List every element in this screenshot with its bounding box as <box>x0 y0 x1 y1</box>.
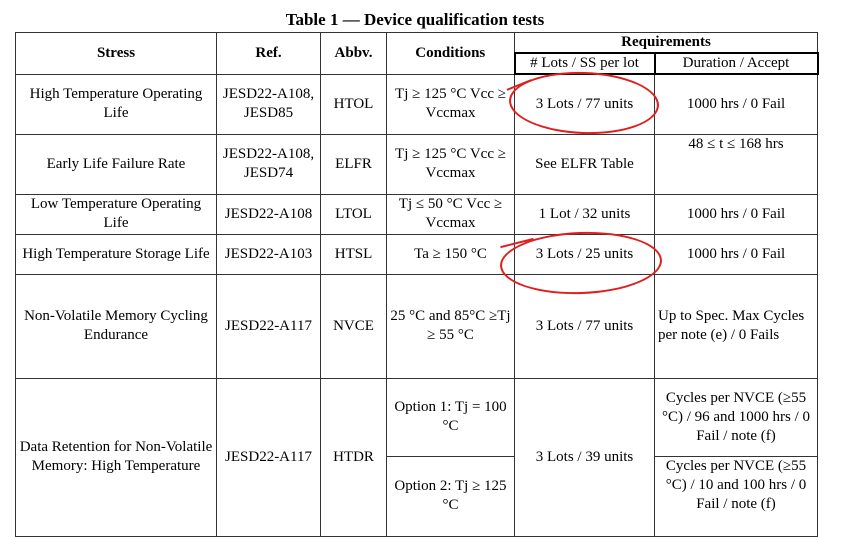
stress-cell: Data Retention for Non-Volatile Memory: High Temperature <box>16 378 217 536</box>
conditions-cell: Tj ≤ 50 °C Vcc ≥ Vccmax <box>387 194 515 234</box>
duration-cell: 48 ≤ t ≤ 168 hrs <box>655 134 818 194</box>
duration-cell: Up to Spec. Max Cycles per note (e) / 0 Fails <box>655 274 818 378</box>
stress-cell: Non-Volatile Memory Cycling Endurance <box>16 274 217 378</box>
table-row <box>16 134 818 194</box>
stress-cell: Low Temperature Operating Life <box>16 194 217 234</box>
table-row <box>16 234 818 274</box>
conditions-cell: Ta ≥ 150 °C <box>387 234 515 274</box>
abbv-cell: HTDR <box>321 378 387 536</box>
header-duration: Duration / Accept <box>655 53 818 74</box>
header-conditions: Conditions <box>387 33 515 75</box>
conditions-cell: Tj ≥ 125 °C Vcc ≥ Vccmax <box>387 74 515 134</box>
header-abbv: Abbv. <box>321 33 387 75</box>
table-row <box>16 74 818 134</box>
duration-cell: 1000 hrs / 0 Fail <box>655 234 818 274</box>
abbv-cell: LTOL <box>321 194 387 234</box>
conditions-cell: Option 2: Tj ≥ 125 °C <box>387 456 515 536</box>
stress-cell: High Temperature Storage Life <box>16 234 217 274</box>
abbv-cell: HTSL <box>321 234 387 274</box>
table-row <box>16 274 818 378</box>
ref-cell: JESD22-A117 <box>217 274 321 378</box>
table-title: Table 1 — Device qualification tests <box>285 10 545 29</box>
ref-cell: JESD22-A108, JESD85 <box>217 74 321 134</box>
qualification-table <box>15 32 819 537</box>
lots-cell: 1 Lot / 32 units <box>515 194 655 234</box>
header-lots: # Lots / SS per lot <box>515 53 655 74</box>
header-ref: Ref. <box>217 33 321 75</box>
table-row <box>16 378 818 456</box>
ref-cell: JESD22-A103 <box>217 234 321 274</box>
lots-cell: 3 Lots / 77 units <box>515 274 655 378</box>
abbv-cell: ELFR <box>321 134 387 194</box>
ref-cell: JESD22-A108, JESD74 <box>217 134 321 194</box>
conditions-cell: Option 1: Tj = 100 °C <box>387 378 515 456</box>
header-requirements: Requirements <box>515 33 818 54</box>
stress-cell: Early Life Failure Rate <box>16 134 217 194</box>
abbv-cell: HTOL <box>321 74 387 134</box>
ref-cell: JESD22-A117 <box>217 378 321 536</box>
duration-cell: 1000 hrs / 0 Fail <box>655 74 818 134</box>
ref-cell: JESD22-A108 <box>217 194 321 234</box>
table-row <box>16 194 818 234</box>
duration-cell: 1000 hrs / 0 Fail <box>655 194 818 234</box>
duration-cell: Cycles per NVCE (≥55 °C) / 96 and 1000 hrs / 0 Fail / note (f) <box>655 378 818 456</box>
header-stress: Stress <box>16 33 217 75</box>
lots-cell: 3 Lots / 25 units <box>515 234 655 274</box>
duration-cell: Cycles per NVCE (≥55 °C) / 10 and 100 hrs / 0 Fail / note (f) <box>655 456 818 536</box>
conditions-cell: Tj ≥ 125 °C Vcc ≥ Vccmax <box>387 134 515 194</box>
lots-cell: See ELFR Table <box>515 134 655 194</box>
conditions-cell: 25 °C and 85°C ≥Tj ≥ 55 °C <box>387 274 515 378</box>
abbv-cell: NVCE <box>321 274 387 378</box>
lots-cell: 3 Lots / 39 units <box>515 378 655 536</box>
stress-cell: High Temperature Operating Life <box>16 74 217 134</box>
lots-cell: 3 Lots / 77 units <box>515 74 655 134</box>
